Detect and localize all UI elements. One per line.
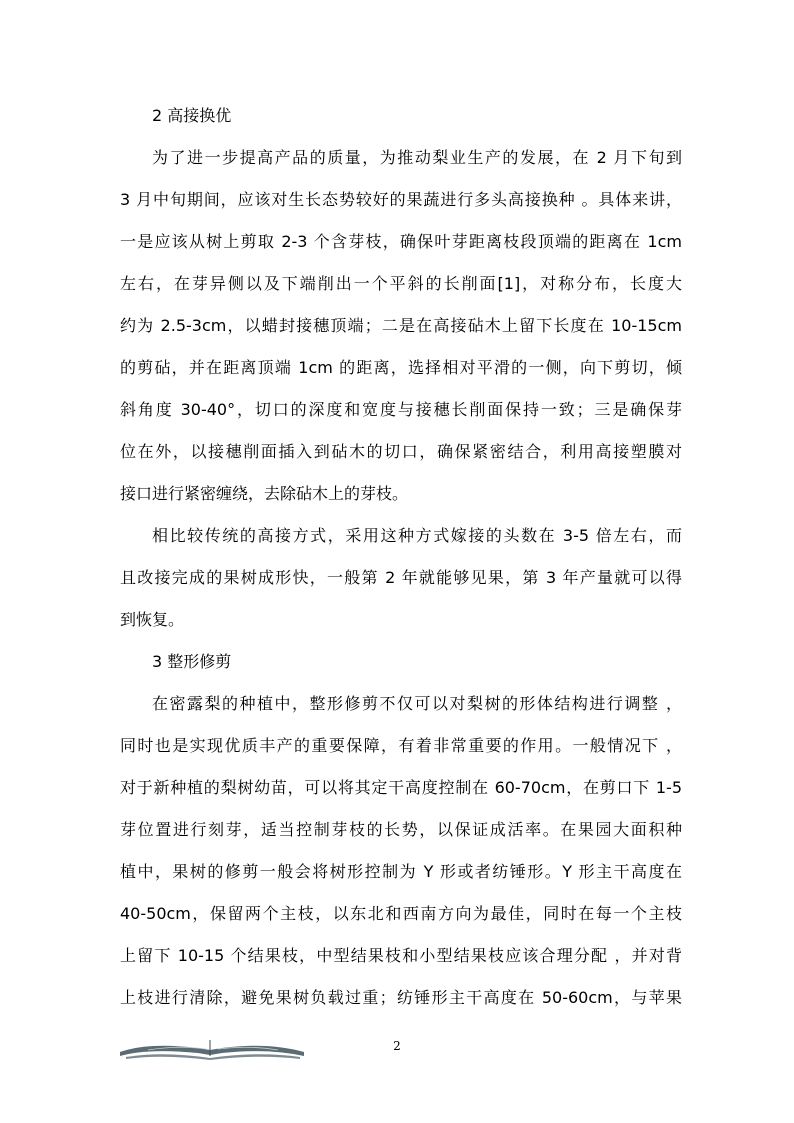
section-heading: 2 高接换优 [152,106,232,125]
section-heading: 3 整形修剪 [152,652,232,671]
body-line: 上留下 10-15 个结果枝，中型结果枝和小型结果枝应该合理分配 ，并对背 [120,946,682,965]
body-line: 相比较传统的高接方式，采用这种方式嫁接的头数在 3-5 倍左右，而 [152,526,682,545]
body-line: 3 月中旬期间，应该对生长态势较好的果蔬进行多头高接换种 。具体来讲， [120,190,682,209]
body-line: 一是应该从树上剪取 2-3 个含芽枝，确保叶芽距离枝段顶端的距离在 1cm [120,232,682,251]
body-line: 的剪砧，并在距离顶端 1cm 的距离，选择相对平滑的一侧，向下剪切，倾 [120,358,682,377]
body-line: 上枝进行清除，避免果树负载过重；纺锤形主干高度在 50-60cm，与苹果 [120,988,682,1007]
page-number: 2 [393,1039,401,1053]
body-line: 为了进一步提高产品的质量，为推动梨业生产的发展，在 2 月下旬到 [152,148,682,167]
body-line: 位在外，以接穗削面插入到砧木的切口，确保紧密结合，利用高接塑膜对 [120,442,682,461]
body-line: 在密露梨的种植中，整形修剪不仅可以对梨树的形体结构进行调整 ， [152,694,682,713]
body-line: 斜角度 30-40°，切口的深度和宽度与接穗长削面保持一致；三是确保芽 [120,400,682,419]
body-line: 约为 2.5-3cm，以蜡封接穗顶端；二是在高接砧木上留下长度在 10-15cm [120,316,682,335]
body-line: 40-50cm，保留两个主枝，以东北和西南方向为最佳，同时在每一个主枝 [120,904,682,923]
open-book-icon [118,1036,308,1060]
body-line: 且改接完成的果树成形快，一般第 2 年就能够见果，第 3 年产量就可以得 [120,568,682,587]
body-line: 左右，在芽异侧以及下端削出一个平斜的长削面[1]，对称分布，长度大 [120,274,682,293]
body-line: 芽位置进行刻芽，适当控制芽枝的长势，以保证成活率。在果园大面积种 [120,820,682,839]
body-line: 接口进行紧密缠绕，去除砧木上的芽枝。 [120,484,409,503]
body-line: 同时也是实现优质丰产的重要保障，有着非常重要的作用。一般情况下 ， [120,736,682,755]
body-line: 植中，果树的修剪一般会将树形控制为 Y 形或者纺锤形。Y 形主干高度在 [120,862,682,881]
body-line: 到恢复。 [120,610,185,629]
body-line: 对于新种植的梨树幼苗，可以将其定干高度控制在 60-70cm，在剪口下 1-5 [120,778,682,797]
